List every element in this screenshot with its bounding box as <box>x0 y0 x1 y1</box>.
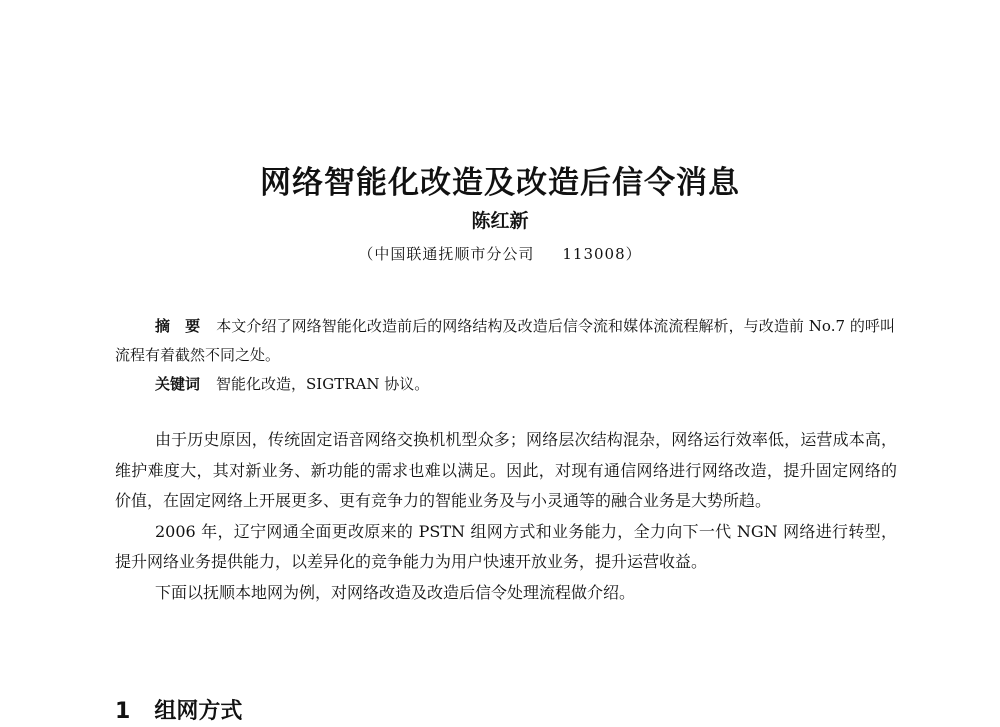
body-paragraph: 2006 年，辽宁网通全面更改原来的 PSTN 组网方式和业务能力，全力向下一代 NGN 网络进行转型，提升网络业务提供能力，以差异化的竞争能力为用户快速开放业务，提升运营收益。 <box>115 521 897 571</box>
keywords-label: 关键词 <box>155 375 201 393</box>
author-affiliation <box>0 243 1000 265</box>
section-title: 组网方式 <box>154 699 243 724</box>
abstract-label: 摘 要 <box>155 317 201 335</box>
body-paragraph: 下面以抚顺本地网为例，对网络改造及改造后信令处理流程做介绍。 <box>155 582 636 602</box>
keywords-text: 智能化改造，SIGTRAN 协议。 <box>216 375 430 393</box>
author-name: 陈红新 <box>471 210 529 232</box>
affiliation-name: （中国联通抚顺市分公司 <box>358 245 535 263</box>
keywords-paragraph <box>115 370 895 399</box>
body-paragraph: 由于历史原因，传统固定语音网络交换机机型众多；网络层次结构混杂，网络运行效率低，运营成本高，维护难度大，其对新业务、新功能的需求也难以满足。因此，对现有通信网络进行网络改造，提升固定网络的价值，在固定网络上开展更多、更有竞争力的智能业务及与小灵通等的融合业务是大势所趋。 <box>115 430 897 510</box>
abstract-block <box>115 312 895 399</box>
abstract-text: 本文介绍了网络智能化改造前后的网络结构及改造后信令流和媒体流流程解析，与改造前 No.7 的呼叫流程有着截然不同之处。 <box>115 317 895 364</box>
paper-title: 网络智能化改造及改造后信令消息 <box>260 165 740 201</box>
affiliation-postcode: 113008） <box>562 245 642 263</box>
abstract-paragraph <box>115 312 895 370</box>
body-text <box>115 425 897 608</box>
section-number: 1 <box>115 699 131 724</box>
